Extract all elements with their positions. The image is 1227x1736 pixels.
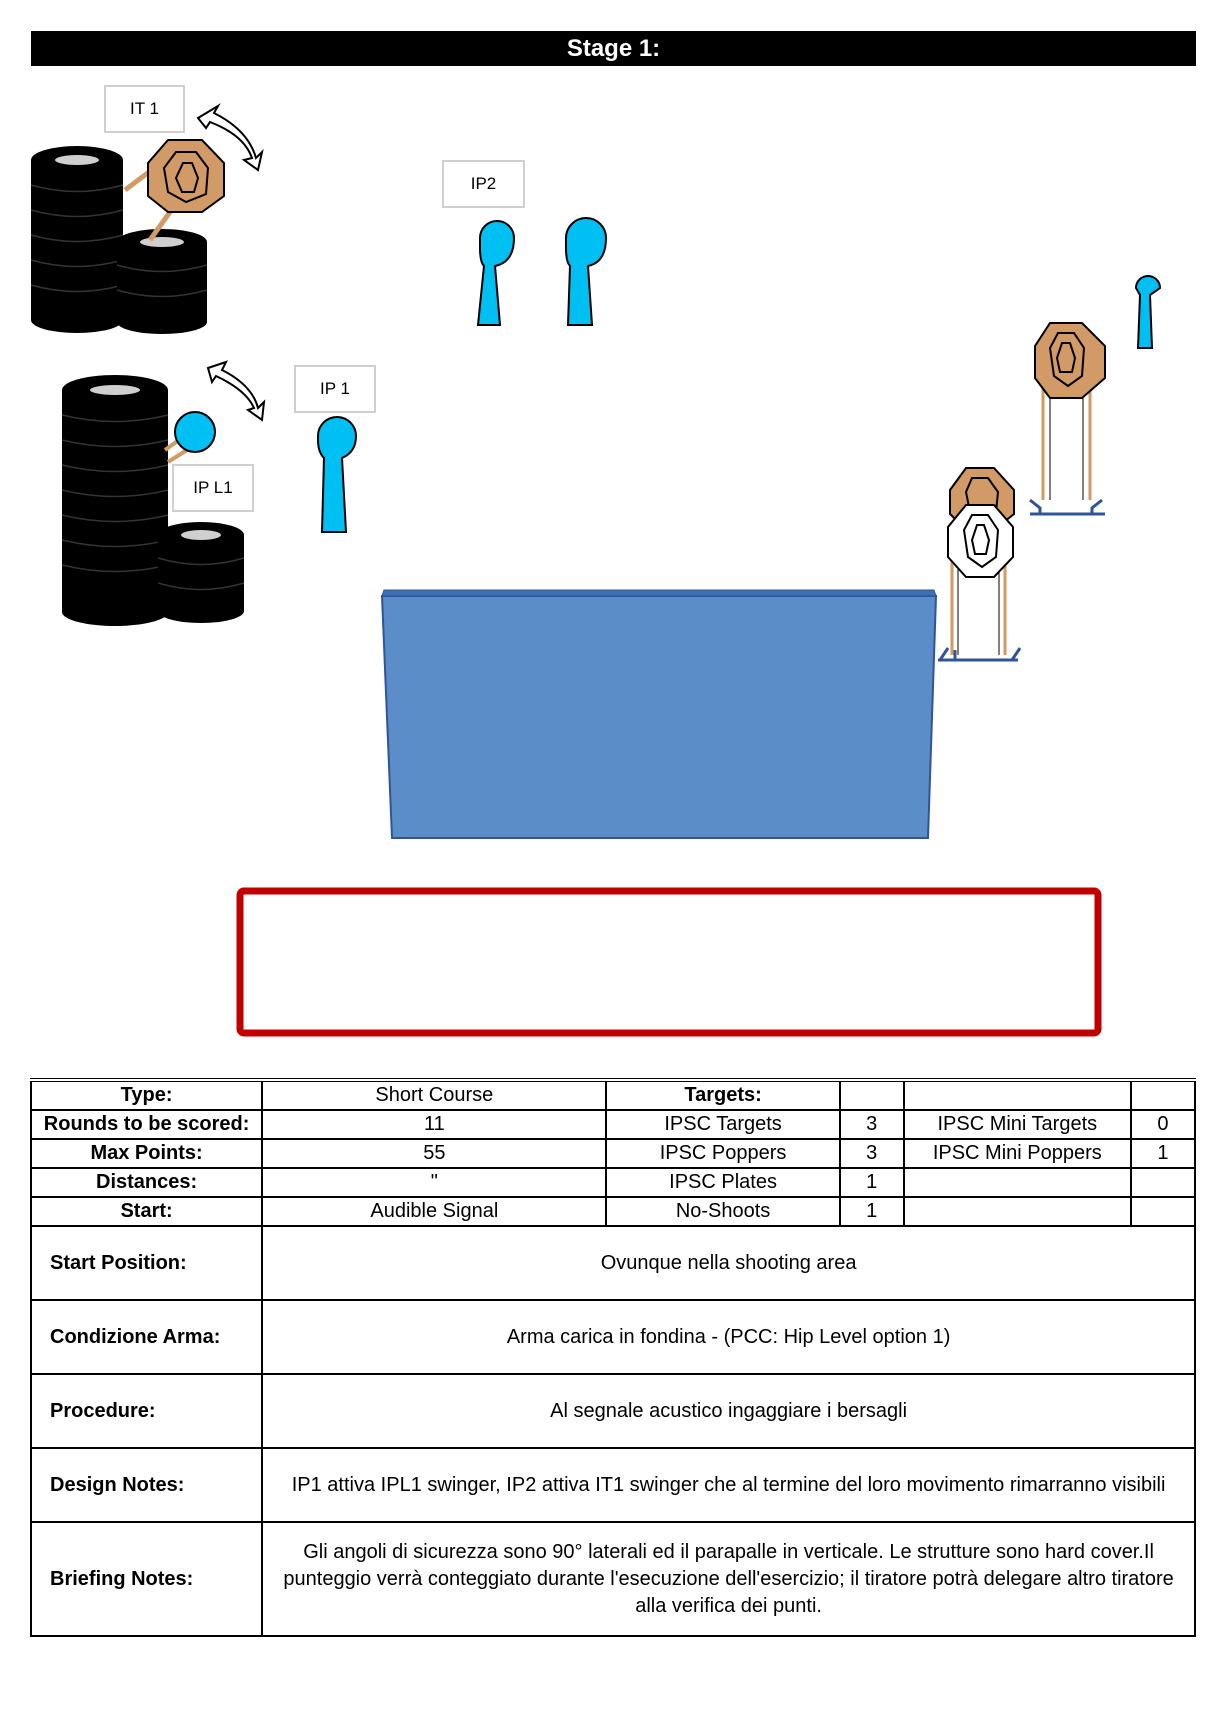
stage-info-table	[30, 1078, 1196, 1637]
popper-ip1	[318, 417, 356, 532]
ipsc-targets-label: IPSC Targets	[606, 1110, 839, 1139]
rounds-label: Rounds to be scored:	[31, 1110, 262, 1139]
no-shoots-label: No-Shoots	[606, 1197, 839, 1226]
popper-ip2-left	[478, 221, 514, 325]
ipsc-mini-poppers-label: IPSC Mini Poppers	[904, 1139, 1131, 1168]
type-value: Short Course	[262, 1080, 606, 1110]
briefing-notes-value: Gli angoli di sicurezza sono 90° laterali ed il parapalle in verticale. Le strutture sono hard cover.Il punteggio verrà conteggiato durante l'esecuzione dell'esercizio; il tiratore potrà delegare altro tiratore alla verifica dei punti.	[262, 1522, 1195, 1636]
condizione-arma-label: Condizione Arma:	[31, 1300, 262, 1374]
empty-cell	[1131, 1197, 1195, 1226]
label-ipl1: IP L1	[172, 464, 254, 512]
briefing-notes-label: Briefing Notes:	[31, 1522, 262, 1636]
mini-popper-right	[1136, 276, 1160, 348]
design-notes-value: IP1 attiva IPL1 swinger, IP2 attiva IT1 swinger che al termine del loro movimento rimarranno visibili	[262, 1448, 1195, 1522]
no-shoots-value: 1	[840, 1197, 904, 1226]
ipsc-mini-targets-value: 0	[1131, 1110, 1195, 1139]
design-notes-label: Design Notes:	[31, 1448, 262, 1522]
empty-cell	[904, 1168, 1131, 1197]
empty-cell	[1131, 1168, 1195, 1197]
ipsc-poppers-value: 3	[840, 1139, 904, 1168]
rounds-value: 11	[262, 1110, 606, 1139]
popper-ipl1	[165, 412, 215, 462]
stage-title: Stage 1:	[31, 31, 1196, 66]
procedure-value: Al segnale acustico ingaggiare i bersagli	[262, 1374, 1195, 1448]
type-label: Type:	[31, 1080, 262, 1110]
ipsc-plates-label: IPSC Plates	[606, 1168, 839, 1197]
ipsc-mini-poppers-value: 1	[1131, 1139, 1195, 1168]
empty-cell	[1131, 1080, 1195, 1110]
start-box	[240, 891, 1098, 1033]
no-shoot-target	[948, 505, 1013, 577]
distances-label: Distances:	[31, 1168, 262, 1197]
barricade-wall	[382, 590, 936, 838]
ipsc-mini-targets-label: IPSC Mini Targets	[904, 1110, 1131, 1139]
start-position-label: Start Position:	[31, 1226, 262, 1300]
label-ip1: IP 1	[294, 365, 376, 413]
distances-value: "	[262, 1168, 606, 1197]
empty-cell	[904, 1080, 1131, 1110]
swing-arrow-icon-2	[208, 362, 264, 420]
start-value: Audible Signal	[262, 1197, 606, 1226]
empty-cell	[904, 1197, 1131, 1226]
procedure-label: Procedure:	[31, 1374, 262, 1448]
start-position-value: Ovunque nella shooting area	[262, 1226, 1195, 1300]
label-it1: IT 1	[104, 85, 185, 133]
empty-cell	[840, 1080, 904, 1110]
ipsc-target-right-top	[1030, 323, 1105, 514]
max-points-value: 55	[262, 1139, 606, 1168]
max-points-label: Max Points:	[31, 1139, 262, 1168]
targets-label: Targets:	[606, 1080, 839, 1110]
ipsc-target-it1	[125, 140, 224, 240]
popper-ip2-right	[566, 218, 606, 325]
ipsc-poppers-label: IPSC Poppers	[606, 1139, 839, 1168]
condizione-arma-value: Arma carica in fondina - (PCC: Hip Level option 1)	[262, 1300, 1195, 1374]
start-label: Start:	[31, 1197, 262, 1226]
ipsc-plates-value: 1	[840, 1168, 904, 1197]
ipsc-targets-value: 3	[840, 1110, 904, 1139]
label-ip2: IP2	[442, 160, 525, 208]
